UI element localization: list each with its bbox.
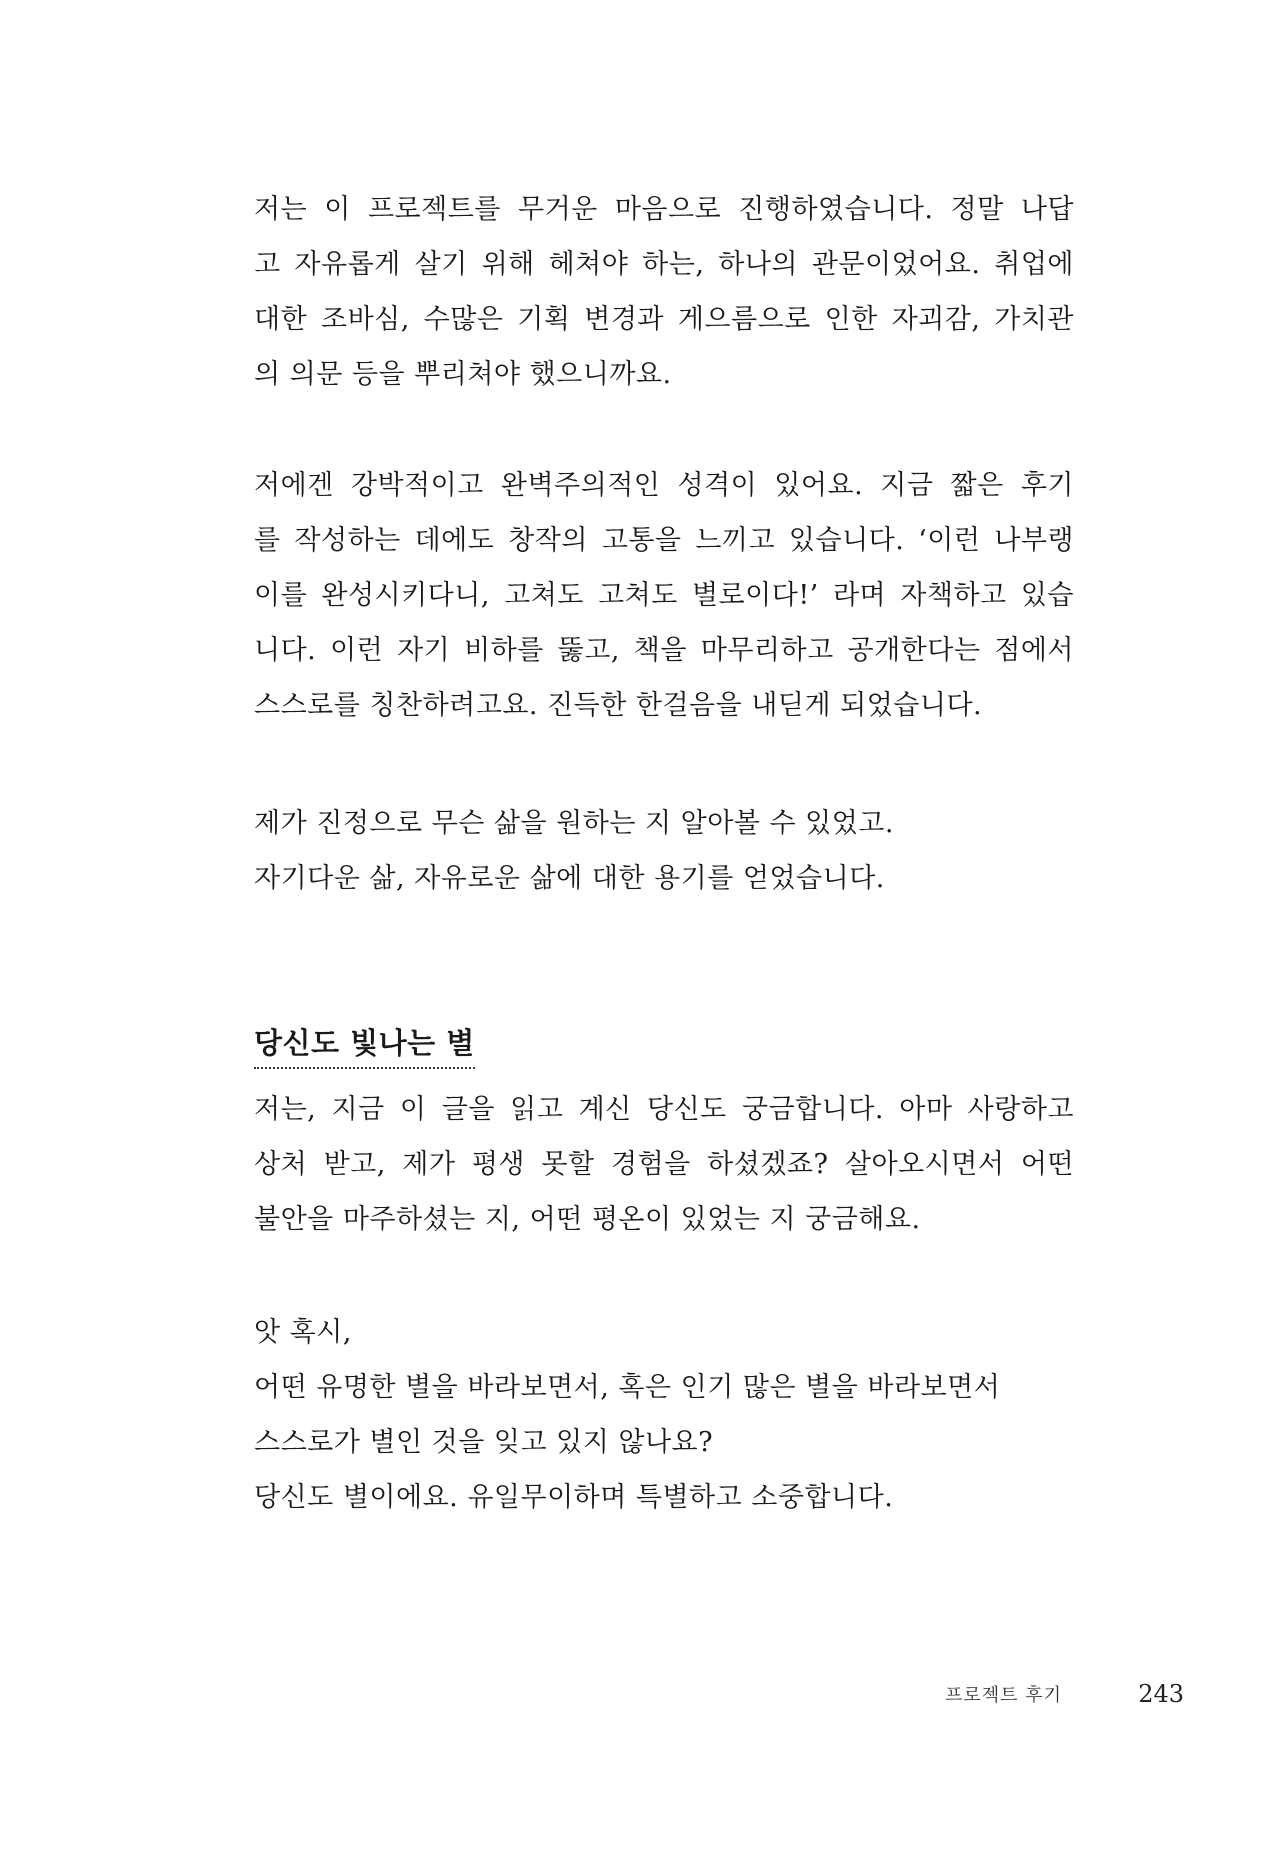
text-line: 불안을 마주하셨는 지, 어떤 평온이 있었는 지 궁금해요. <box>254 1204 921 1235</box>
paragraph-text <box>254 1305 1074 1525</box>
text-line: 제가 진정으로 무슨 삶을 원하는 지 알아볼 수 있었고. <box>254 808 894 839</box>
text-line: 이를 완성시키다니, 고쳐도 고쳐도 별로이다!’ 라며 자책하고 있습 <box>254 580 1074 611</box>
text-line: 스스로를 칭찬하려고요. 진득한 한걸음을 내딛게 되었습니다. <box>254 690 983 721</box>
paragraph-text <box>254 796 1074 906</box>
section-heading: 당신도 빛나는 별 <box>254 1023 475 1069</box>
text-line: 를 작성하는 데에도 창작의 고통을 느끼고 있습니다. ‘이런 나부랭 <box>254 525 1074 556</box>
text-line: 스스로가 별인 것을 잊고 있지 않나요? <box>254 1427 714 1458</box>
text-line: 저는, 지금 이 글을 읽고 계신 당신도 궁금합니다. 아마 사랑하고 <box>254 1094 1074 1125</box>
paragraph-2 <box>254 458 1074 733</box>
text-line: 상처 받고, 제가 평생 못할 경험을 하셨겠죠? 살아오시면서 어떤 <box>254 1149 1074 1180</box>
running-title: 프로젝트 후기 <box>944 1685 1062 1706</box>
text-line: 당신도 별이에요. 유일무이하며 특별하고 소중합니다. <box>254 1482 894 1513</box>
text-line: 자기다운 삶, 자유로운 삶에 대한 용기를 얻었습니다. <box>254 863 885 894</box>
text-line: 어떤 유명한 별을 바라보면서, 혹은 인기 많은 별을 바라보면서 <box>254 1372 1001 1403</box>
text-line: 앗 혹시, <box>254 1317 352 1348</box>
text-line: 저는 이 프로젝트를 무거운 마음으로 진행하였습니다. 정말 나답 <box>254 194 1074 225</box>
paragraph-text <box>254 1082 1074 1247</box>
section-paragraph-1 <box>254 1082 1074 1247</box>
paragraph-text <box>254 458 1074 733</box>
text-line: 저에겐 강박적이고 완벽주의적인 성격이 있어요. 지금 짧은 후기 <box>254 470 1074 501</box>
page-number: 243 <box>1138 1680 1184 1708</box>
paragraph-1 <box>254 182 1074 402</box>
paragraph-text <box>254 182 1074 402</box>
section-paragraph-2 <box>254 1305 1074 1525</box>
text-line: 의 의문 등을 뿌리쳐야 했으니까요. <box>254 359 672 390</box>
paragraph-3 <box>254 796 1074 906</box>
text-line: 니다. 이런 자기 비하를 뚫고, 책을 마무리하고 공개한다는 점에서 <box>254 635 1074 666</box>
text-line: 대한 조바심, 수많은 기획 변경과 게으름으로 인한 자괴감, 가치관 <box>254 304 1074 335</box>
text-line: 고 자유롭게 살기 위해 헤쳐야 하는, 하나의 관문이었어요. 취업에 <box>254 249 1074 280</box>
